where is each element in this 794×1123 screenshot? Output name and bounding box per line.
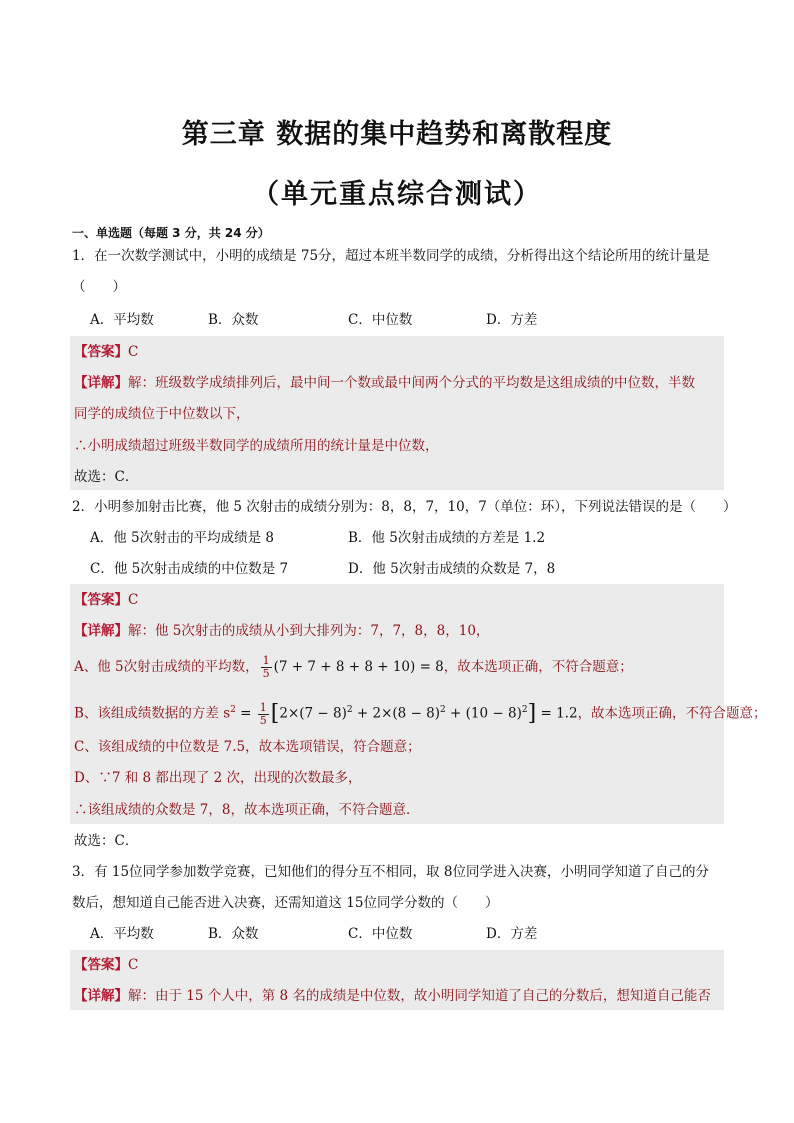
q3-option-d: D．方差 bbox=[486, 926, 538, 942]
q2-option-d: D．他 5次射击成绩的众数是 7，8 bbox=[348, 561, 556, 577]
q2-detail-f: 故选：C． bbox=[74, 833, 139, 849]
q2-detail-d: D、∵7 和 8 都出现了 2 次，出现的次数最多， bbox=[74, 770, 362, 786]
q3-option-b: B．众数 bbox=[208, 926, 259, 942]
q2-option-a: A．他 5次射击的平均成绩是 8 bbox=[90, 530, 275, 546]
fraction-denominator: 5 bbox=[262, 667, 270, 680]
q2-detail-a-post: ，故本选项正确，不符合题意； bbox=[443, 659, 633, 675]
fraction-one-fifth bbox=[258, 702, 269, 727]
answer-tag: 【答案】 bbox=[74, 344, 128, 360]
q2-mean-expression: (7 + 7 + 8 + 8 + 10) = 8 bbox=[273, 659, 444, 675]
q2-stem: 2．小明参加射击比赛，他 5 次射击的成绩分别为：8，8，7，10，7（单位：环），下列说法错误的是（ ） bbox=[72, 499, 737, 515]
superscript: 2 bbox=[521, 705, 528, 715]
q2-detail-line1 bbox=[74, 621, 489, 641]
q3-stem-line1: 3．有 15位同学参加数学竞赛，已知他们的得分互不相同，取 8位同学进入决赛，小明同学知道了自己的分 bbox=[72, 864, 709, 880]
variance-term3: + (10 − 8) bbox=[445, 705, 522, 722]
q3-detail-text1: 解：由于 15 个人中，第 8 名的成绩是中位数，故小明同学知道了自己的分数后，想知道自己能否 bbox=[128, 988, 711, 1004]
q2-detail-a bbox=[74, 655, 633, 680]
q3-stem-line2: 数后，想知道自己能否进入决赛，还需知道这 15位同学分数的（ ） bbox=[72, 895, 499, 911]
q3-option-c: C．中位数 bbox=[348, 926, 413, 942]
q1-option-d: D．方差 bbox=[486, 312, 538, 328]
q1-answer: C bbox=[128, 344, 139, 360]
detail-tag: 【详解】 bbox=[74, 623, 128, 639]
q1-detail-line4: 故选：C． bbox=[74, 469, 139, 485]
q1-answer-line bbox=[74, 342, 138, 362]
variance-term1: 2×(7 − 8) bbox=[279, 705, 347, 722]
q2-detail-b-post: ，故本选项正确，不符合题意； bbox=[577, 705, 767, 722]
q1-option-c: C．中位数 bbox=[348, 312, 413, 328]
q2-answer-line bbox=[74, 590, 138, 610]
detail-tag: 【详解】 bbox=[74, 988, 128, 1004]
q2-detail-e: ∴该组成绩的众数是 7，8，故本选项正确，不符合题意． bbox=[74, 802, 420, 818]
fraction-numerator: 1 bbox=[262, 654, 270, 667]
chapter-title: 第三章 数据的集中趋势和离散程度 bbox=[181, 119, 613, 150]
equals: = bbox=[235, 705, 256, 722]
q2-detail-c: C、该组成绩的中位数是 7.5，故本选项错误，符合题意； bbox=[74, 739, 421, 755]
q1-detail-line1 bbox=[74, 373, 695, 393]
q1-stem-line2: （ ） bbox=[72, 279, 126, 295]
q1-option-a: A．平均数 bbox=[90, 312, 154, 328]
superscript: 2 bbox=[346, 705, 353, 715]
variance-term2: + 2×(8 − 8) bbox=[352, 705, 441, 722]
section-header: 一、单选题（每题 3 分，共 24 分） bbox=[72, 226, 270, 240]
q2-answer: C bbox=[128, 592, 139, 608]
q2-option-b: B．他 5次射击成绩的方差是 1.2 bbox=[348, 530, 546, 546]
q2-detail-b-text: B、该组成绩数据的方差 s bbox=[74, 705, 231, 722]
q2-detail-b bbox=[74, 700, 767, 727]
q3-option-a: A．平均数 bbox=[90, 926, 154, 942]
q1-detail-line2: 同学的成绩位于中位数以下， bbox=[74, 406, 250, 422]
q1-detail-line3: ∴小明成绩超过班级半数同学的成绩所用的统计量是中位数， bbox=[74, 438, 439, 454]
q2-option-c: C．他 5次射击成绩的中位数是 7 bbox=[90, 561, 289, 577]
answer-tag: 【答案】 bbox=[74, 957, 128, 973]
answer-tag: 【答案】 bbox=[74, 592, 128, 608]
fraction-denominator: 5 bbox=[259, 713, 267, 727]
q3-answer-line bbox=[74, 955, 138, 975]
right-bracket: ] bbox=[527, 701, 537, 726]
q3-answer: C bbox=[128, 957, 139, 973]
left-bracket: [ bbox=[270, 701, 280, 726]
chapter-subtitle: （单元重点综合测试） bbox=[252, 179, 542, 210]
variance-result: = 1.2 bbox=[536, 705, 578, 722]
fraction-numerator: 1 bbox=[259, 700, 267, 714]
superscript: 2 bbox=[230, 705, 236, 715]
q2-detail-a-text: A、他 5次射击成绩的平均数， bbox=[74, 659, 259, 675]
fraction-one-fifth bbox=[261, 655, 272, 680]
q1-detail-text1: 解：班级数学成绩排列后，最中间一个数或最中间两个分式的平均数是这组成绩的中位数，半数 bbox=[128, 375, 695, 391]
q1-option-b: B．众数 bbox=[208, 312, 259, 328]
q2-detail-text1: 解：他 5次射击的成绩从小到大排列为：7，7，8，8，10， bbox=[128, 623, 490, 639]
q1-stem-line1: 1．在一次数学测试中，小明的成绩是 75分，超过本班半数同学的成绩，分析得出这个结论所用的统计量是 bbox=[72, 248, 710, 264]
detail-tag: 【详解】 bbox=[74, 375, 128, 391]
q3-detail-line1 bbox=[74, 986, 711, 1006]
superscript: 2 bbox=[440, 705, 446, 715]
